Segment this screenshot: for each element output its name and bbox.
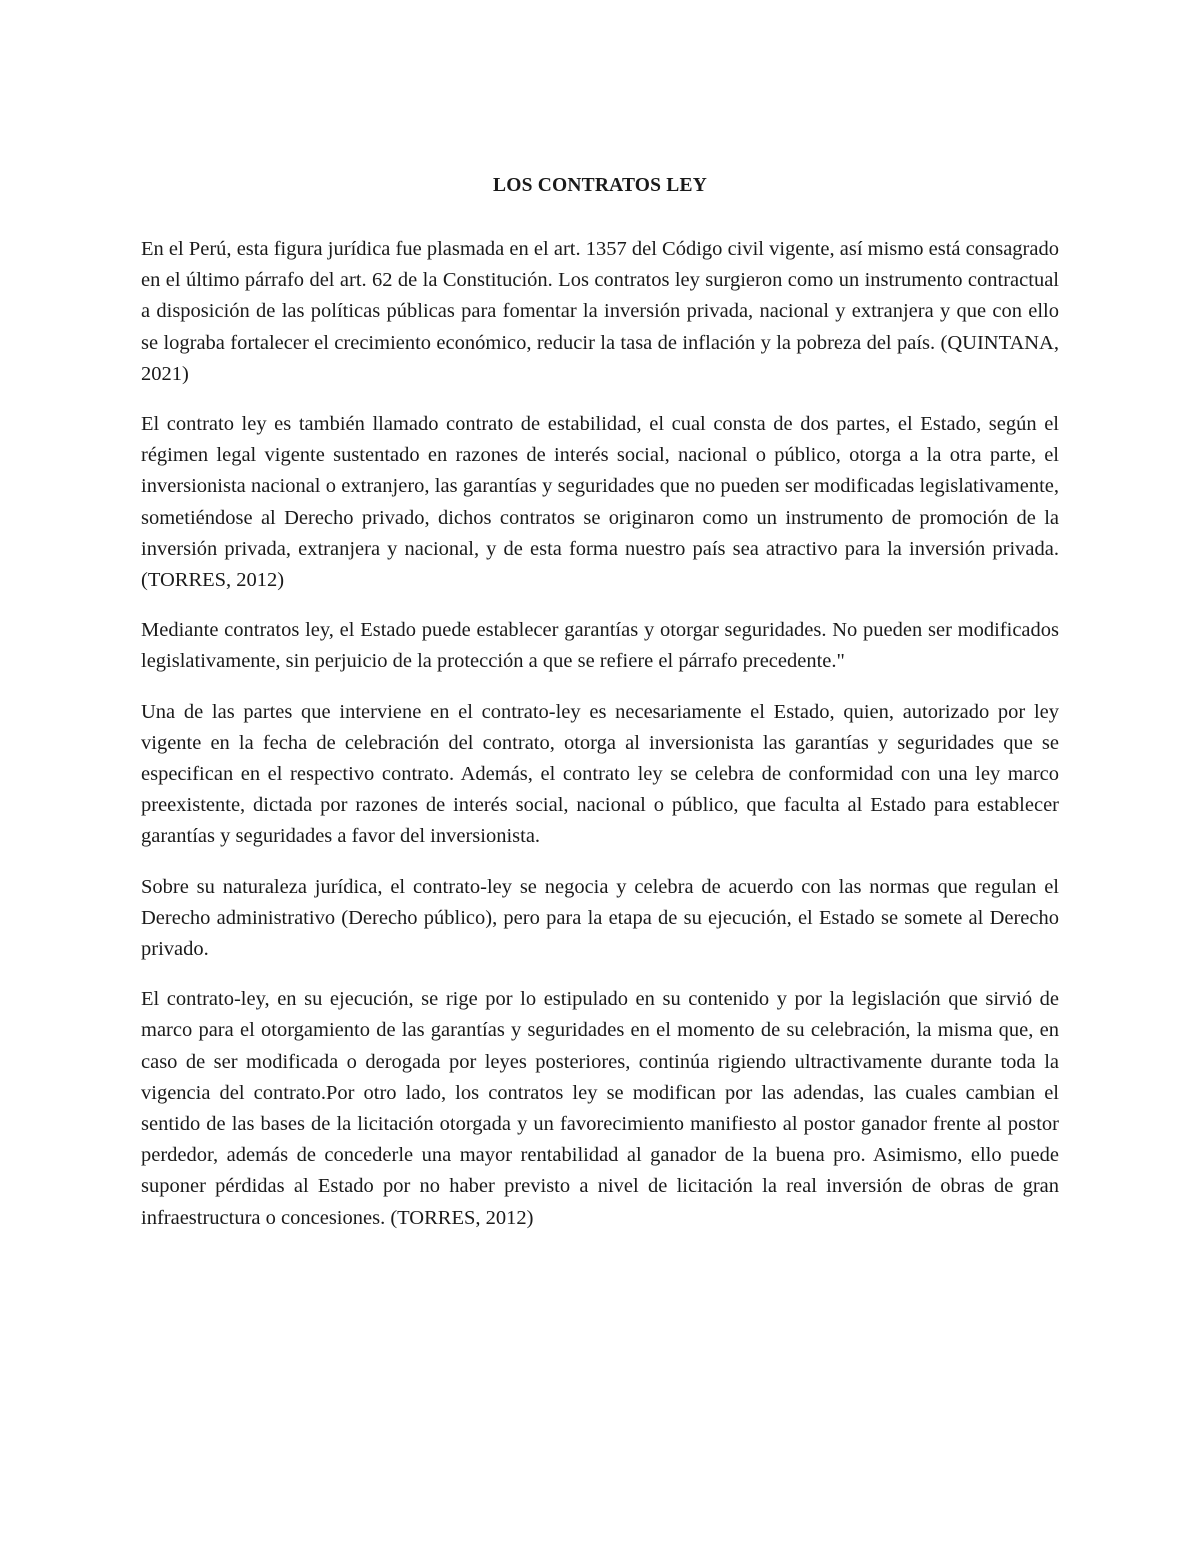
- document-title: LOS CONTRATOS LEY: [493, 175, 707, 196]
- paragraph-5: Sobre su naturaleza jurídica, el contrato-ley se negocia y celebra de acuerdo con las normas que regulan el Derecho administrativo (Derecho público), pero para la etapa de su ejecución, el Estado se somete al Derecho privado.: [141, 875, 1059, 961]
- paragraph-4: Una de las partes que interviene en el contrato-ley es necesariamente el Estado, quien, autorizado por ley vigente en la fecha de celebración del contrato, otorga al inversionista las garantías y seguridades que se especifican en el respectivo contrato. Además, el contrato ley se celebra de conformidad con una ley marco preexistente, dictada por razones de interés social, nacional o público, que faculta al Estado para establecer garantías y seguridades a favor del inversionista.: [141, 700, 1059, 848]
- paragraph-2: El contrato ley es también llamado contrato de estabilidad, el cual consta de dos partes, el Estado, según el régimen legal vigente sustentado en razones de interés social, nacional o público, otorga a la otra parte, el inversionista nacional o extranjero, las garantías y seguridades que no pueden ser modificadas legislativamente, sometiéndose al Derecho privado, dichos contratos se originaron como un instrumento de promoción de la inversión privada, extranjera y nacional, y de esta forma nuestro país sea atractivo para la inversión privada.(TORRES, 2012): [141, 413, 1059, 592]
- paragraph-3: Mediante contratos ley, el Estado puede establecer garantías y otorgar seguridades. No pueden ser modificados legislativamente, sin perjuicio de la protección a que se refiere el párrafo precedente.": [141, 619, 1059, 673]
- paragraph-1: En el Perú, esta figura jurídica fue plasmada en el art. 1357 del Código civil vigente, así mismo está consagrado en el último párrafo del art. 62 de la Constitución. Los contratos ley surgieron como un instrumento contractual a disposición de las políticas públicas para fomentar la inversión privada, nacional y extranjera y que con ello se lograba fortalecer el crecimiento económico, reducir la tasa de inflación y la pobreza del país. (QUINTANA, 2021): [141, 238, 1059, 385]
- document-page: [141, 170, 1059, 1253]
- paragraph-6: El contrato-ley, en su ejecución, se rige por lo estipulado en su contenido y por la legislación que sirvió de marco para el otorgamiento de las garantías y seguridades en el momento de su celebración, la misma que, en caso de ser modificada o derogada por leyes posteriores, continúa rigiendo ultractivamente durante toda la vigencia del contrato.Por otro lado, los contratos ley se modifican por las adendas, las cuales cambian el sentido de las bases de la licitación otorgada y un favorecimiento manifiesto al postor ganador frente al postor perdedor, además de concederle una mayor rentabilidad al ganador de la buena pro. Asimismo, ello puede suponer pérdidas al Estado por no haber previsto a nivel de licitación la real inversión de obras de gran infraestructura o concesiones. (TORRES, 2012): [141, 988, 1059, 1229]
